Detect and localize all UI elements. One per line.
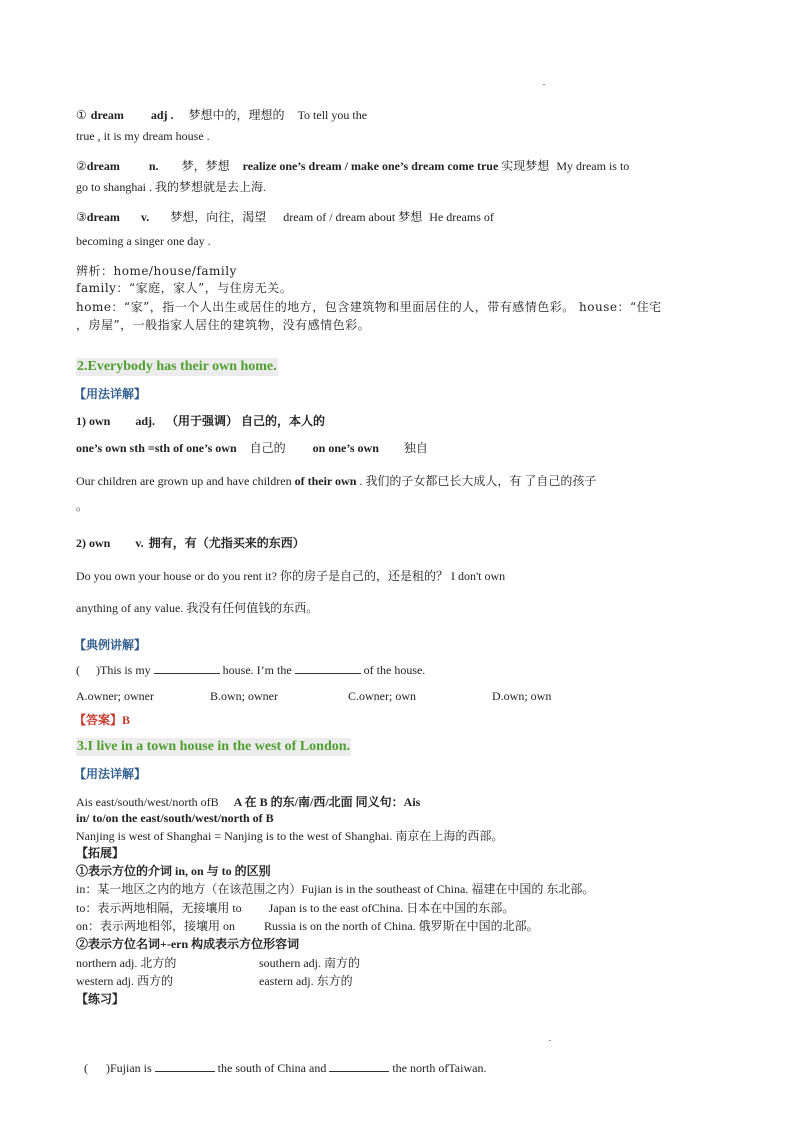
rule-line-1 xyxy=(76,795,420,810)
option-d[interactable]: D.own; own xyxy=(492,689,552,703)
answer-label: 【答案】B xyxy=(74,713,131,727)
extension-point-1: ①表示方位的介词 in, on 与 to 的区别 xyxy=(76,864,271,878)
section-2-title: 2.Everybody has their own home. xyxy=(77,359,277,374)
usage-example: Russia is on the north of China. 俄罗斯在中国的北部。 xyxy=(264,919,539,933)
question-text: the north ofTaiwan. xyxy=(392,1061,487,1075)
example-heading: 【典例讲解】 xyxy=(74,638,147,652)
phrase: on one’s own xyxy=(312,441,379,455)
example-text: Our children are grown up and have children xyxy=(76,474,292,488)
phrase-meaning: 实现梦想 xyxy=(501,159,550,173)
option-c[interactable]: C.owner; own xyxy=(348,689,416,703)
circled-number: ② xyxy=(76,159,87,173)
rule-line-2: in/ to/on the east/south/west/north of B xyxy=(76,811,274,825)
answer-blank[interactable] xyxy=(154,662,220,674)
part-of-speech: adj . xyxy=(150,108,174,122)
section-3-title: 3.I live in a town house in the west of London. xyxy=(77,739,351,754)
question-1 xyxy=(76,662,425,678)
meaning: 拥有，有（尤指买来的东西） xyxy=(148,536,305,550)
on-usage xyxy=(76,919,539,934)
usage-heading: 【用法详解】 xyxy=(74,387,147,401)
part-of-speech: n. xyxy=(148,159,159,173)
in-usage: in：某一地区之内的地方（在该范围之内）Fujian is in the southeast of China. 福建在中国的 东北部。 xyxy=(76,882,595,896)
rule-meaning: A 在 B 的东/南/西/北面 同义句：Ais xyxy=(233,795,421,809)
discrimination-house-cont: ，房屋”，一般指家人居住的建筑物，没有感情色彩。 xyxy=(76,318,371,332)
dream-noun-example-cont: go to shanghai . 我的梦想就是去上海. xyxy=(76,180,266,194)
answer-blank[interactable] xyxy=(329,1060,389,1072)
dream-verb-line xyxy=(76,210,494,225)
answer-blank[interactable] xyxy=(295,662,361,674)
usage-rule: on：表示两地相邻，接壤用 on xyxy=(76,919,236,933)
practice-heading: 【练习】 xyxy=(76,992,125,1006)
bracket: ( xyxy=(84,1061,88,1075)
word: dream xyxy=(86,210,120,224)
example-highlight: of their own xyxy=(294,474,357,488)
part-of-speech: v. xyxy=(140,210,150,224)
dream-noun-line xyxy=(76,159,629,174)
own-verb-line xyxy=(76,536,305,551)
usage-example: Japan is to the east ofChina. 日本在中国的东部。 xyxy=(268,901,515,915)
direction-word: southern adj. 南方的 xyxy=(259,956,360,970)
rule-pattern: Ais east/south/west/north ofB xyxy=(76,795,219,809)
practice-question xyxy=(84,1060,486,1076)
meaning: 梦想中的，理想的 xyxy=(188,108,285,122)
discrimination-title: 辨析：home/house/family xyxy=(76,264,237,278)
question-text: )Fujian is xyxy=(106,1061,152,1075)
to-usage xyxy=(76,901,514,916)
meaning: 梦，梦想 xyxy=(181,159,230,173)
meaning: 梦想，向往，渴望 xyxy=(170,210,267,224)
word: dream xyxy=(86,159,120,173)
option-b[interactable]: B.own; owner xyxy=(210,689,278,703)
direction-word: eastern adj. 东方的 xyxy=(259,974,353,988)
circled-number: ③ xyxy=(76,210,87,224)
word: dream xyxy=(90,108,124,122)
own-example-2-cont: anything of any value. 我没有任何值钱的东西。 xyxy=(76,601,319,615)
option-a[interactable]: A.owner; owner xyxy=(76,689,154,703)
own-phrase-line xyxy=(76,441,428,456)
dream-verb-example-cont: becoming a singer one day . xyxy=(76,234,211,248)
example: To tell you the xyxy=(297,108,368,122)
scan-speck xyxy=(549,1040,551,1041)
extension-point-2: ②表示方位名词+-ern 构成表示方位形容词 xyxy=(76,937,300,951)
extension-heading: 【拓展】 xyxy=(76,846,125,860)
discrimination-home-house: home：“家”，指一个人出生或居住的地方，包含建筑物和里面居住的人，带有感情色彩。 house：“住宅 xyxy=(76,300,662,314)
meaning: （用于强调） 自己的，本人的 xyxy=(166,414,326,428)
phrase-meaning: 独自 xyxy=(403,441,428,455)
question-text: house. I’m the xyxy=(222,663,292,677)
bracket: ( xyxy=(76,663,80,677)
phrase: dream of / dream about xyxy=(283,210,396,224)
phrase: one’s own sth =sth of one’s own xyxy=(76,441,237,455)
dream-adj-example-cont: true , it is my dream house . xyxy=(76,129,210,143)
own-adj-line xyxy=(76,414,325,429)
example: He dreams of xyxy=(429,210,494,224)
part-of-speech: v. xyxy=(135,536,144,550)
direction-word: western adj. 西方的 xyxy=(76,974,173,988)
circled-number: ① xyxy=(76,108,87,122)
usage-heading: 【用法详解】 xyxy=(74,767,147,781)
phrase-meaning: 梦想 xyxy=(398,210,423,224)
item-number: 2) own xyxy=(76,536,111,550)
scan-speck xyxy=(543,84,545,85)
dream-adj-line xyxy=(76,108,367,123)
phrase-meaning: 自己的 xyxy=(249,441,286,455)
part-of-speech: adj. xyxy=(135,414,156,428)
discrimination-family: family：“家庭，家人”，与住房无关。 xyxy=(76,281,293,295)
phrase: realize one’s dream / make one’s dream come true xyxy=(242,159,499,173)
own-example-1-cont: 。 xyxy=(76,499,89,513)
question-text: of the house. xyxy=(363,663,426,677)
item-number: 1) own xyxy=(76,414,111,428)
question-text: the south of China and xyxy=(217,1061,327,1075)
question-text: )This is my xyxy=(96,663,151,677)
example-translation: . 我们的子女都已长大成人，有 了自己的孩子 xyxy=(359,474,597,488)
usage-rule: to：表示两地相隔，无接壤用 to xyxy=(76,901,242,915)
own-example-1 xyxy=(76,474,596,489)
direction-word: northern adj. 北方的 xyxy=(76,956,177,970)
answer-blank[interactable] xyxy=(155,1060,215,1072)
own-example-2: Do you own your house or do you rent it? 你的房子是自己的，还是租的？ I don't own xyxy=(76,569,506,583)
example: My dream is to xyxy=(556,159,630,173)
rule-example: Nanjing is west of Shanghai = Nanjing is to the west of Shanghai. 南京在上海的西部。 xyxy=(76,829,504,843)
